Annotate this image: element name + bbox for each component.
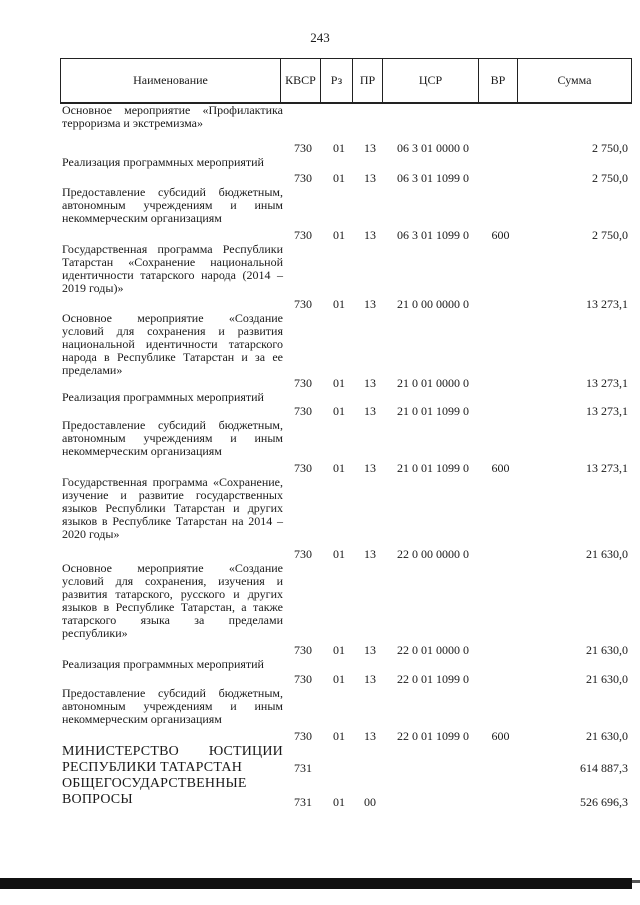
table-row: [60, 156, 632, 186]
row-name: Государственная программа «Сохранение, изучение и развитие государственных языков Республики Татарстан и других языков в Республике Татарстан на 2014 – 2020 годы»: [62, 475, 283, 541]
row-pr: 13: [364, 297, 376, 311]
row-pr: 13: [364, 547, 376, 561]
row-name: МИНИСТЕРСТВО ЮСТИЦИИ РЕСПУБЛИКИ ТАТАРСТАН: [62, 744, 283, 775]
row-vr: 600: [491, 461, 510, 475]
header-pr: ПР: [353, 59, 383, 102]
row-sum: 21 630,0: [586, 729, 628, 743]
row-vr: [481, 809, 520, 810]
row-rz: 01: [333, 643, 345, 657]
row-pr: 13: [364, 404, 376, 418]
row-name: Предоставление субсидий бюджетным, автономным учреждениям и иным некоммерческим организациям: [62, 686, 283, 726]
row-vr: [481, 657, 520, 658]
row-sum: 526 696,3: [580, 795, 628, 809]
table-row: [60, 562, 632, 658]
row-kvsr: 731: [294, 795, 312, 809]
row-vr: [481, 561, 520, 562]
row-sum: 13 273,1: [586, 376, 628, 390]
row-name: Реализация программных мероприятий: [62, 390, 264, 404]
row-kvsr: 730: [294, 643, 312, 657]
row-pr: [355, 775, 385, 776]
row-sum: 13 273,1: [586, 404, 628, 418]
row-pr: 13: [364, 461, 376, 475]
row-kvsr: 730: [294, 404, 312, 418]
row-csr: 06 3 01 1099 0: [397, 228, 469, 242]
row-csr: 21 0 01 0000 0: [397, 376, 469, 390]
row-vr: [481, 185, 520, 186]
row-csr: 06 3 01 1099 0: [397, 171, 469, 185]
row-vr: 600: [491, 228, 510, 242]
row-pr: 13: [364, 643, 376, 657]
table-body: [60, 104, 632, 810]
header-vr: ВР: [479, 59, 518, 102]
row-rz: 01: [333, 404, 345, 418]
row-csr: 22 0 01 1099 0: [397, 672, 469, 686]
row-rz: 01: [333, 672, 345, 686]
row-kvsr: 730: [294, 672, 312, 686]
row-kvsr: 730: [294, 141, 312, 155]
row-rz: 01: [333, 228, 345, 242]
row-pr: 13: [364, 729, 376, 743]
row-vr: [481, 155, 520, 156]
row-vr: [481, 775, 520, 776]
row-pr: 13: [364, 672, 376, 686]
table-row: [60, 312, 632, 391]
header-csr: ЦСР: [383, 59, 479, 102]
row-kvsr: 730: [294, 547, 312, 561]
table-row: [60, 391, 632, 419]
row-rz: 01: [333, 141, 345, 155]
table-row: [60, 776, 632, 810]
table-row: [60, 104, 632, 156]
row-sum: 21 630,0: [586, 672, 628, 686]
row-csr: 21 0 01 1099 0: [397, 404, 469, 418]
row-rz: 01: [333, 461, 345, 475]
header-rz: Рз: [321, 59, 353, 102]
row-sum: 13 273,1: [586, 297, 628, 311]
row-pr: 13: [364, 141, 376, 155]
row-pr: 13: [364, 228, 376, 242]
row-csr: [385, 775, 481, 776]
row-name: Предоставление субсидий бюджетным, автономным учреждениям и иным некоммерческим организациям: [62, 418, 283, 458]
row-vr: [481, 311, 520, 312]
table-row: [60, 186, 632, 243]
scan-edge-bar: [0, 878, 632, 889]
page-number: 243: [310, 30, 330, 45]
row-name: Основное мероприятие «Создание условий для сохранения, изучения и развития татарского, русского и других языков в Республике Татарстан, а также татарского языка за пределами республики»: [62, 561, 283, 640]
row-rz: 01: [333, 171, 345, 185]
table-header: [60, 58, 632, 104]
row-kvsr: 730: [294, 461, 312, 475]
row-sum: 2 750,0: [592, 141, 628, 155]
row-pr: 00: [364, 795, 376, 809]
row-kvsr: 730: [294, 729, 312, 743]
row-csr: [385, 809, 481, 810]
row-rz: 01: [333, 729, 345, 743]
row-kvsr: 730: [294, 297, 312, 311]
row-kvsr: 730: [294, 376, 312, 390]
row-pr: 13: [364, 376, 376, 390]
row-vr: [481, 418, 520, 419]
row-vr: [481, 686, 520, 687]
row-sum: 21 630,0: [586, 643, 628, 657]
table-row: [60, 744, 632, 776]
row-kvsr: 730: [294, 228, 312, 242]
row-csr: 21 0 00 0000 0: [397, 297, 469, 311]
row-name: Государственная программа Республики Татарстан «Сохранение национальной идентичности татарского народа (2014 – 2019 годы)»: [62, 242, 283, 295]
row-csr: 06 3 01 0000 0: [397, 141, 469, 155]
row-name: Предоставление субсидий бюджетным, автономным учреждениям и иным некоммерческим организациям: [62, 185, 283, 225]
row-kvsr: 730: [294, 171, 312, 185]
row-csr: 21 0 01 1099 0: [397, 461, 469, 475]
header-kvsr: КВСР: [281, 59, 321, 102]
row-rz: 01: [333, 297, 345, 311]
row-vr: 600: [491, 729, 510, 743]
row-sum: 21 630,0: [586, 547, 628, 561]
table-row: [60, 687, 632, 744]
header-name: Наименование: [61, 59, 281, 102]
scan-edge-mark: [632, 880, 640, 883]
row-name: Основное мероприятие «Профилактика терроризма и экстремизма»: [62, 103, 283, 130]
row-pr: 13: [364, 171, 376, 185]
row-rz: 01: [333, 795, 345, 809]
row-sum: 2 750,0: [592, 228, 628, 242]
header-sum: Сумма: [557, 73, 592, 87]
row-name: ОБЩЕГОСУДАРСТВЕННЫЕ ВОПРОСЫ: [62, 776, 247, 807]
row-sum: 614 887,3: [580, 761, 628, 775]
row-kvsr: 731: [294, 761, 312, 775]
row-vr: [481, 390, 520, 391]
row-sum: 13 273,1: [586, 461, 628, 475]
row-rz: 01: [333, 547, 345, 561]
table-row: [60, 658, 632, 687]
row-csr: 22 0 01 0000 0: [397, 643, 469, 657]
row-csr: 22 0 01 1099 0: [397, 729, 469, 743]
table-row: [60, 243, 632, 312]
row-sum: 2 750,0: [592, 171, 628, 185]
row-name: Реализация программных мероприятий: [62, 657, 264, 671]
row-name: Реализация программных мероприятий: [62, 155, 264, 169]
table-row: [60, 419, 632, 476]
row-rz: [323, 775, 355, 776]
table-row: [60, 476, 632, 562]
row-rz: 01: [333, 376, 345, 390]
row-csr: 22 0 00 0000 0: [397, 547, 469, 561]
row-name: Основное мероприятие «Создание условий для сохранения и развития национальной идентичности татарского народа в Республике Татарстан и за ее пределами»: [62, 311, 283, 377]
